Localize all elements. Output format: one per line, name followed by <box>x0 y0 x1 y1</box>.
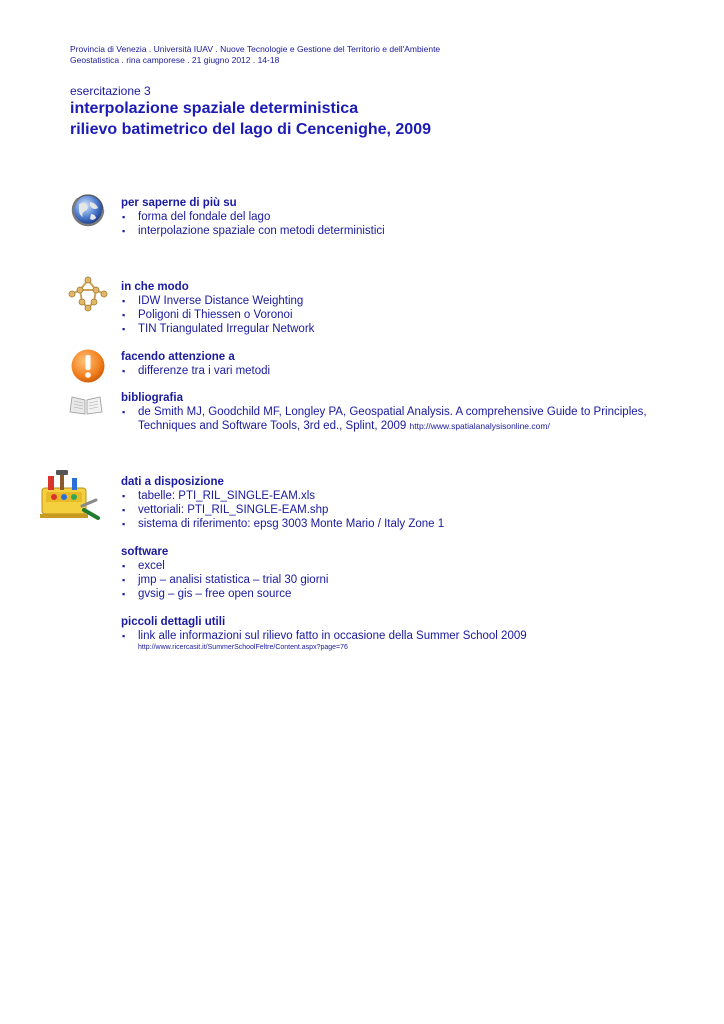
section-bibliografia <box>121 391 678 433</box>
section-dati <box>121 475 444 531</box>
section-modo-heading: in che modo <box>121 281 189 293</box>
section-software <box>121 545 328 601</box>
list-item: ▪ forma del fondale del lago <box>121 210 385 224</box>
section-dettagli-heading: piccoli dettagli utili <box>121 616 226 628</box>
list-item: ▪ IDW Inverse Distance Weighting <box>121 294 314 308</box>
list-item: ▪ sistema di riferimento: epsg 3003 Monte Mario / Italy Zone 1 <box>121 517 444 531</box>
bibliography-text: de Smith MJ, Goodchild MF, Longley PA, Geospatial Analysis. A comprehensive Guide to Principles, Techniques and Software Tools, 3rd ed., Splint, 2009 <box>138 406 647 432</box>
list-item: ▪ jmp – analisi statistica – trial 30 giorni <box>121 573 328 587</box>
book-icon <box>68 394 104 423</box>
toolbox-icon <box>38 466 102 531</box>
section-modo <box>121 280 314 336</box>
page-title: interpolazione spaziale deterministica <box>70 100 359 117</box>
list-item: ▪ interpolazione spaziale con metodi deterministici <box>121 224 385 238</box>
summer-school-link[interactable]: http://www.ricercasit.it/SummerSchoolFeltre/Content.aspx?page=76 <box>138 644 348 651</box>
section-attenzione <box>121 350 270 378</box>
section-dettagli <box>121 615 527 653</box>
header-line-1: Provincia di Venezia . Università IUAV . Nuove Tecnologie e Gestione del Territorio e dell'Ambiente <box>70 44 441 54</box>
section-bibliografia-heading: bibliografia <box>121 392 183 404</box>
list-item: ▪ TIN Triangulated Irregular Network <box>121 322 314 336</box>
list-item: ▪ vettoriali: PTI_RIL_SINGLE-EAM.shp <box>121 503 444 517</box>
section-saperne-heading: per saperne di più su <box>121 197 237 209</box>
list-item: ▪ gvsig – gis – free open source <box>121 587 328 601</box>
list-item: ▪ excel <box>121 559 328 573</box>
bibliography-url[interactable]: http://www.spatialanalysisonline.com/ <box>409 421 550 431</box>
section-dati-heading: dati a disposizione <box>121 476 224 488</box>
section-saperne <box>121 196 385 238</box>
list-item: ▪ link alle informazioni sul rilievo fatto in occasione della Summer School 2009 <box>121 629 527 643</box>
exercise-label: esercitazione 3 <box>70 84 151 98</box>
globe-icon <box>70 192 106 233</box>
network-icon <box>66 276 110 317</box>
section-attenzione-heading: facendo attenzione a <box>121 351 235 363</box>
page-subtitle: rilievo batimetrico del lago di Cencenighe, 2009 <box>70 121 431 138</box>
bibliography-entry <box>121 405 678 433</box>
list-item: ▪ differenze tra i vari metodi <box>121 364 270 378</box>
warning-icon <box>70 348 106 389</box>
header-line-2: Geostatistica . rina camporese . 21 giugno 2012 . 14-18 <box>70 55 280 65</box>
section-software-heading: software <box>121 546 169 558</box>
list-item: ▪ Poligoni di Thiessen o Voronoi <box>121 308 314 322</box>
list-item: ▪ tabelle: PTI_RIL_SINGLE-EAM.xls <box>121 489 444 503</box>
